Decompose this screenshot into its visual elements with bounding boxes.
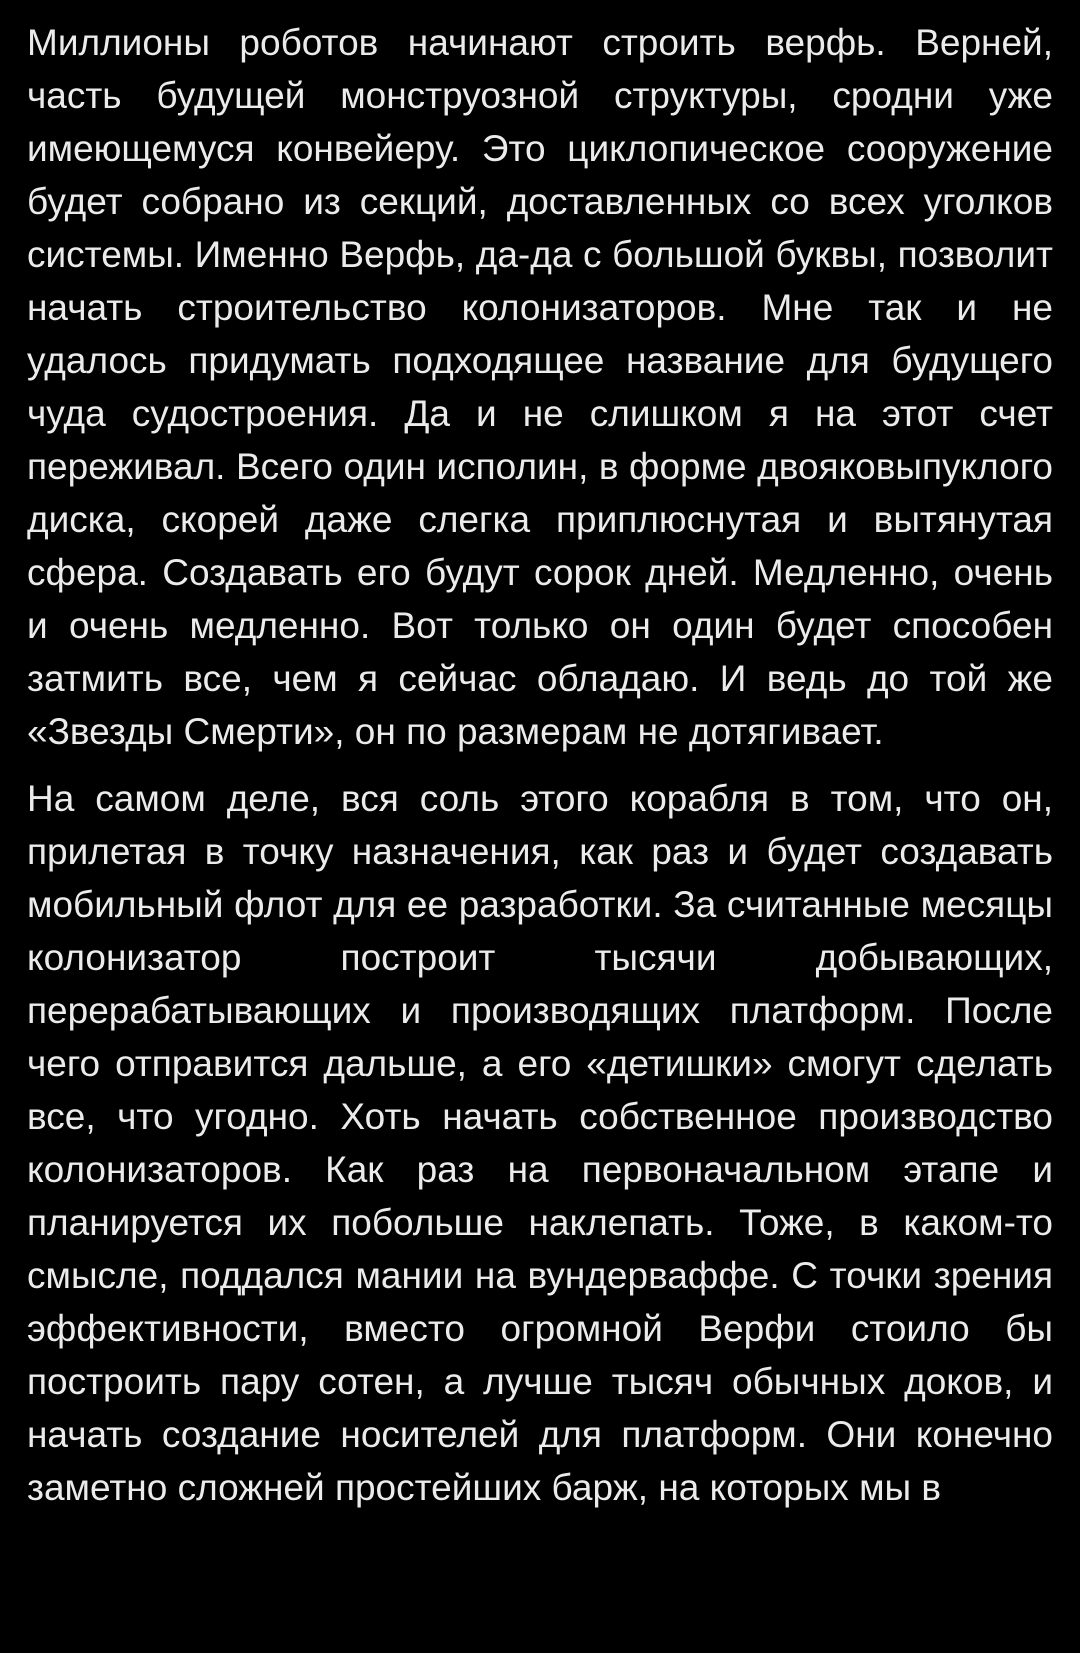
paragraph-1: Миллионы роботов начинают строить верфь. Верней, часть будущей монструозной структуры, сродни уже имеющемуся конвейеру. Это циклопическое сооружение будет собрано из секций, доставленных со всех уголков системы. Именно Верфь, да-да с большой буквы, позволит начать строительство колонизаторов. Мне так и не удалось придумать подходящее название для будущего чуда судостроения. Да и не слишком я на этот счет переживал. Всего один исполин, в форме двояковыпуклого диска, скорей даже слегка приплюснутая и вытянутая сфера. Создавать его будут сорок дней. Медленно, очень и очень медленно. Вот только он один будет способен затмить все, чем я сейчас обладаю. И ведь до той же «Звезды Смерти», он по размерам не дотягивает. [27,22,1053,752]
paragraph-2: На самом деле, вся соль этого корабля в том, что он, прилетая в точку назначения, как раз и будет создавать мобильный флот для ее разработки. За считанные месяцы колонизатор построит тысячи добывающих, перерабатывающих и производящих платформ. После чего отправится дальше, а его «детишки» смогут сделать все, что угодно. Хоть начать собственное производство колонизаторов. Как раз на первоначальном этапе и планируется их побольше наклепать. Тоже, в каком-то смысле, поддался мании на вундерваффе. С точки зрения эффективности, вместо огромной Верфи стоило бы построить пару сотен, а лучше тысяч обычных доков, и начать создание носителей для платформ. Они конечно заметно сложней простейших барж, на которых мы в [27,778,1053,1508]
